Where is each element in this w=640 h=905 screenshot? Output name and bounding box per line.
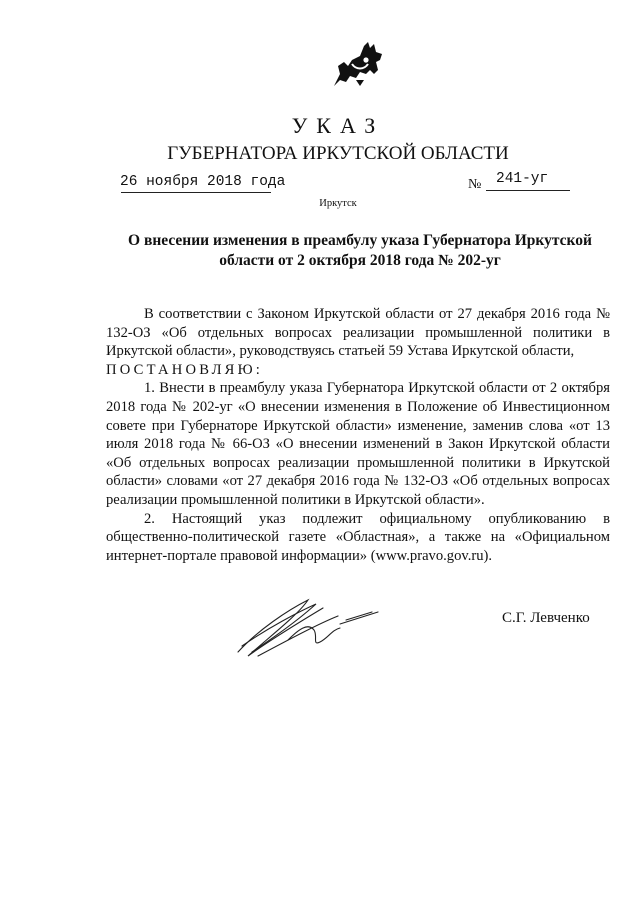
document-subtitle: ГУБЕРНАТОРА ИРКУТСКОЙ ОБЛАСТИ (167, 143, 509, 164)
number-label: № (468, 177, 482, 192)
handwritten-signature (228, 590, 388, 665)
document-number: 241-уг (496, 171, 549, 187)
heading-line-2: области от 2 октября 2018 года № 202-уг (219, 252, 501, 269)
heading-line-1: О внесении изменения в преамбулу указа Губернатора Иркутской (128, 232, 592, 249)
document-heading (100, 231, 620, 271)
document-body (106, 305, 610, 565)
preamble-paragraph: В соответствии с Законом Иркутской области от 27 декабря 2016 года № 132-ОЗ «Об отдельных вопросах реализации промышленной политики в Иркутской области», руководствуясь статьей 59 Устава Иркутской области, (106, 306, 610, 360)
item-2-paragraph: 2. Настоящий указ подлежит официальному опубликованию в общественно-политической газете «Областная», а также на «Официальном интернет-портале правовой информации» (www.pravo.gov.ru). (106, 510, 610, 564)
document-date: 26 ноября 2018 года (120, 174, 286, 190)
item-1-paragraph: 1. Внести в преамбулу указа Губернатора Иркутской области от 2 октября 2018 года № 202-уг «О внесении изменения в Положение об Инвестиционном совете при Губернаторе Иркутской области» изменение, заменив слова «от 13 июля 2018 года № 66-ОЗ «О внесении изменений в Закон Иркутской области «Об отдельных вопросах реализации промышленной политики в Иркутской области» словами «от 27 декабря 2016 года № 132-ОЗ «Об отдельных вопросах реализации промышленной политики в Иркутской области». (106, 380, 610, 508)
document-title: УКАЗ (291, 113, 385, 138)
date-underline (121, 192, 271, 193)
signatory-name: С.Г. Левченко (502, 610, 590, 626)
number-underline (486, 190, 570, 191)
city-label: Иркутск (319, 198, 357, 209)
decree-word: ПОСТАНОВЛЯЮ: (106, 361, 264, 378)
irkutsk-babr-emblem-icon (330, 40, 386, 88)
